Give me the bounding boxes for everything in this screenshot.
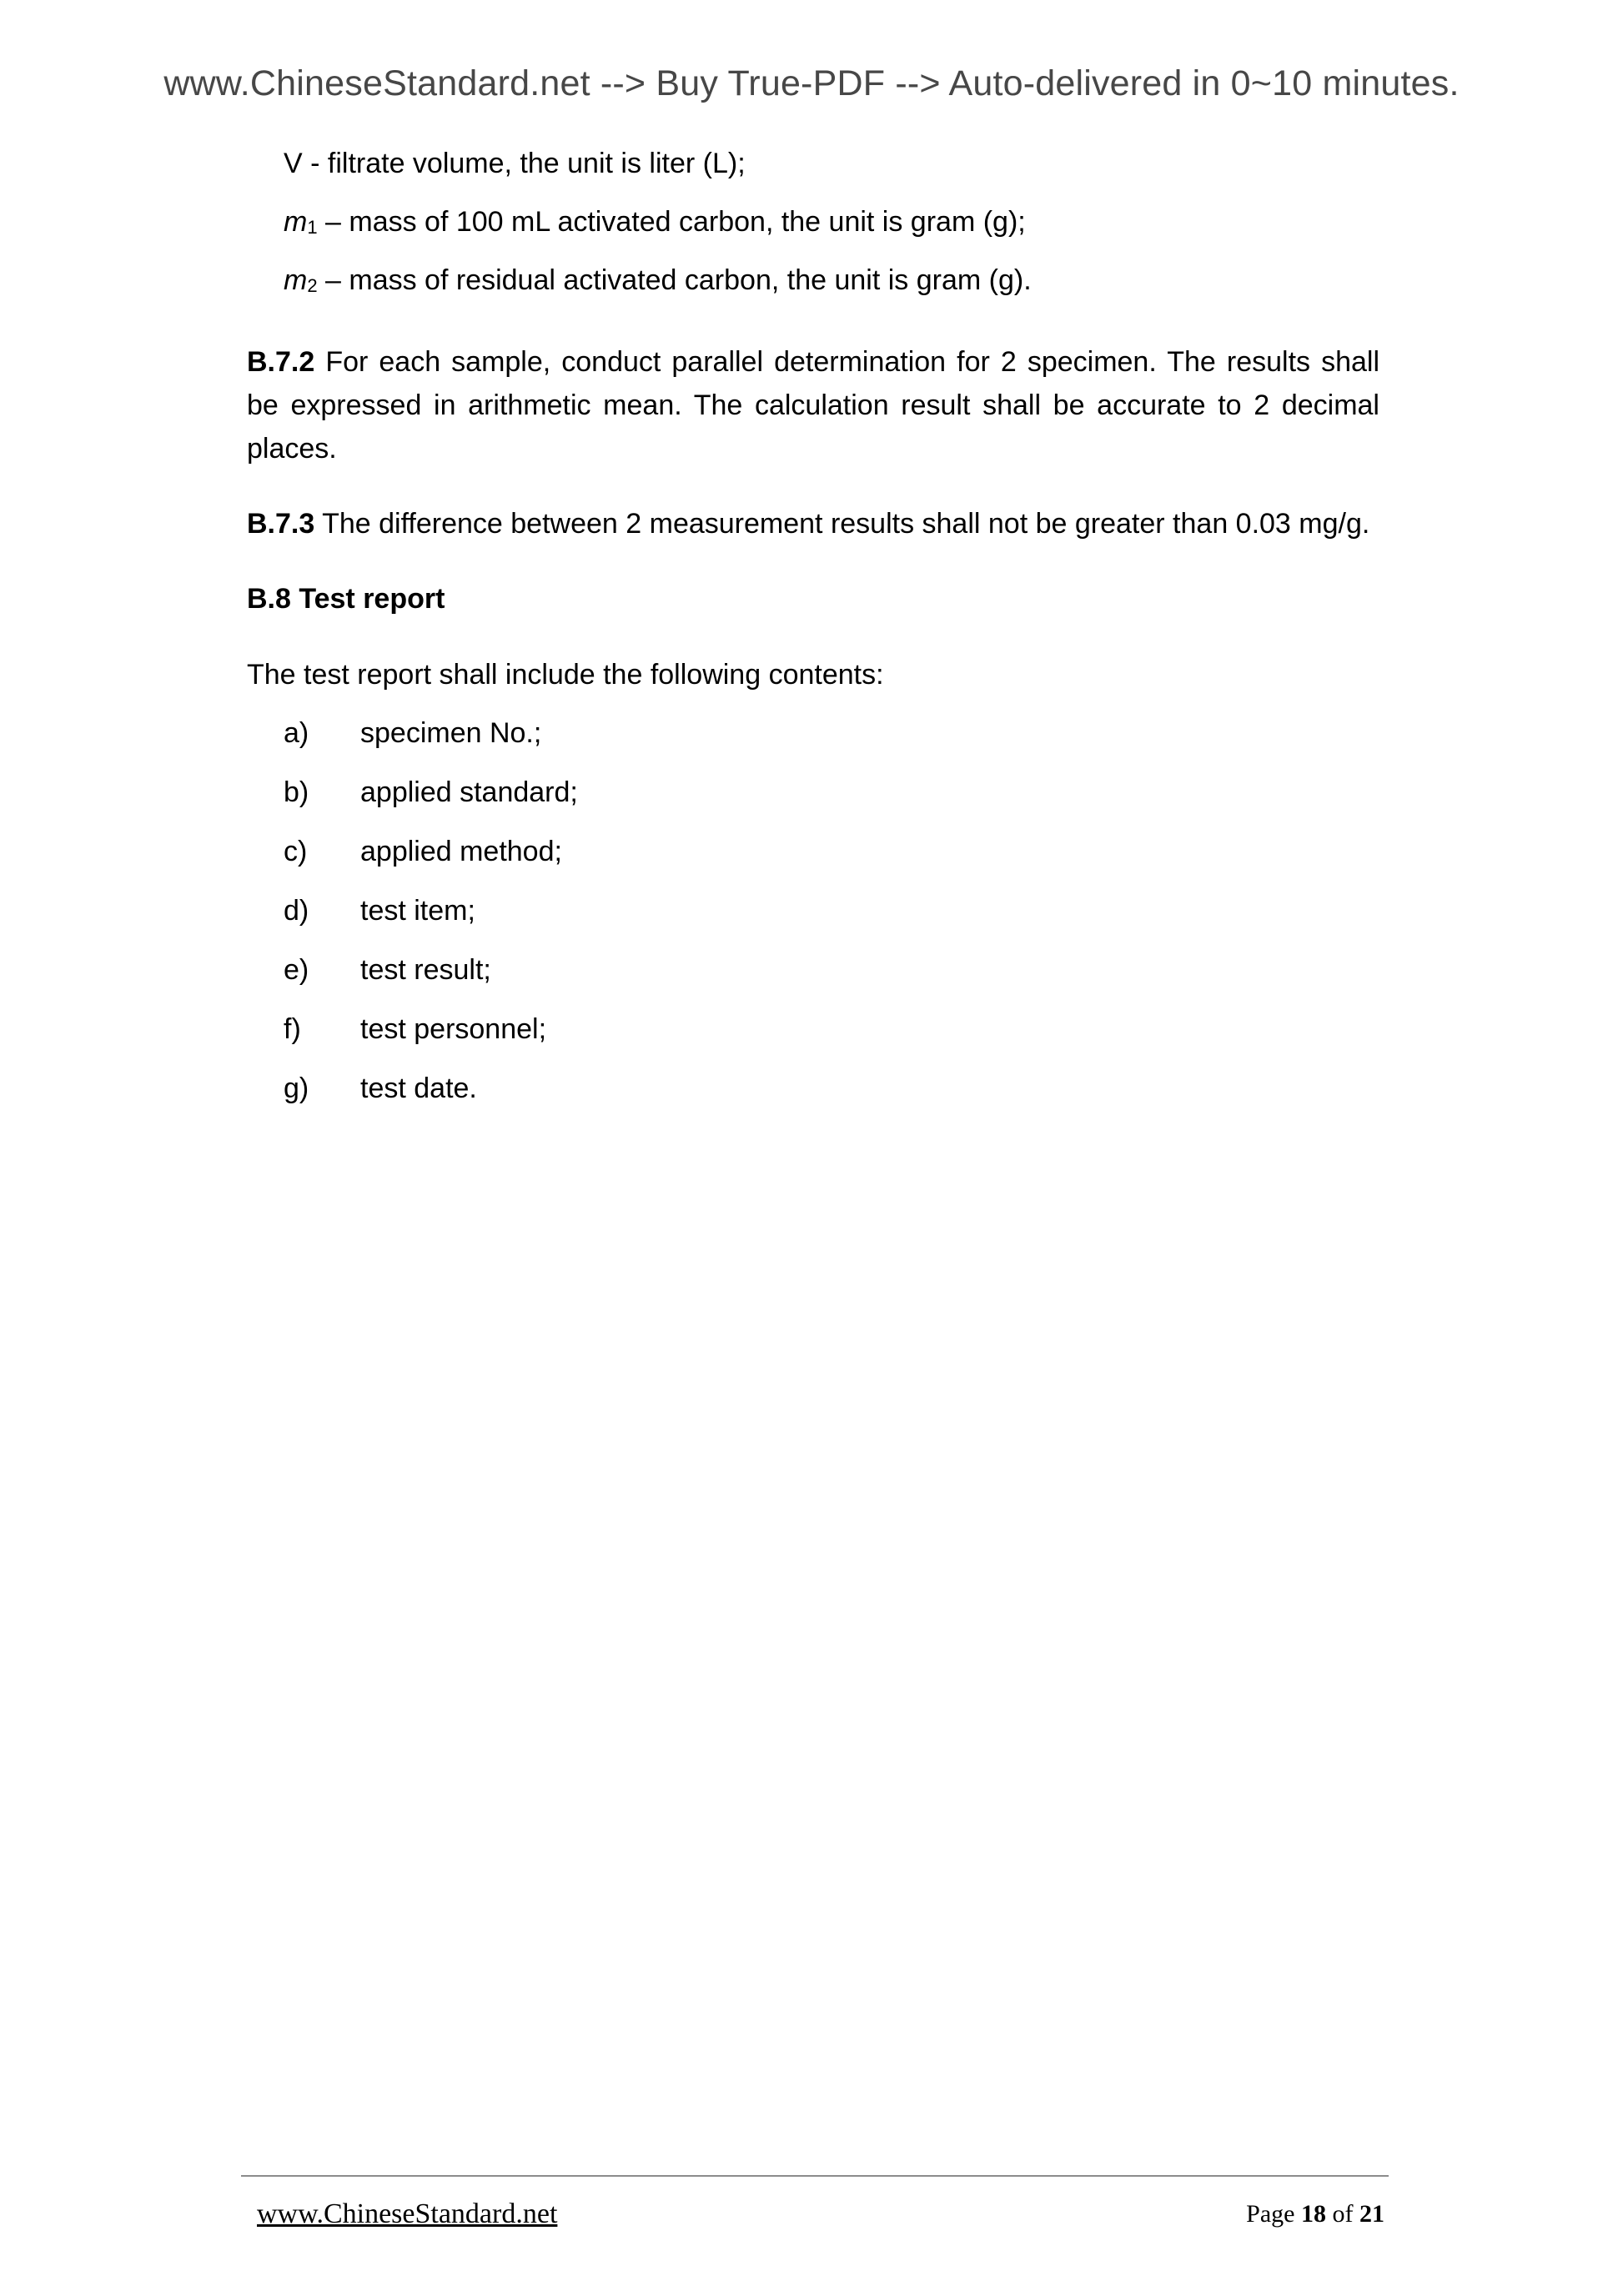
list-text: applied method; bbox=[360, 836, 562, 867]
clause-number: B.7.3 bbox=[247, 508, 315, 540]
definition-m2 bbox=[284, 259, 1032, 308]
list-text: applied standard; bbox=[360, 776, 578, 808]
page-total: 21 bbox=[1359, 2200, 1384, 2228]
clause-text: For each sample, conduct parallel determination for 2 specimen. The results shall be expressed in arithmetic mean. The calculation result shall be accurate to 2 decimal places. bbox=[247, 346, 1379, 465]
list-text: specimen No.; bbox=[360, 717, 542, 749]
list-item bbox=[284, 830, 562, 873]
list-text: test item; bbox=[360, 895, 475, 927]
clause-b72 bbox=[247, 340, 1379, 470]
list-marker: g) bbox=[284, 1073, 309, 1104]
subscript: 1 bbox=[307, 217, 318, 238]
symbol: m bbox=[284, 264, 308, 296]
list-item bbox=[284, 711, 541, 755]
clause-number: B.7.2 bbox=[247, 346, 315, 378]
list-item bbox=[284, 1007, 546, 1051]
list-marker: a) bbox=[284, 717, 309, 749]
list-item bbox=[284, 889, 475, 932]
promo-banner: www.ChineseStandard.net --> Buy True-PDF --> Auto-delivered in 0~10 minutes. bbox=[163, 63, 1460, 103]
list-marker: b) bbox=[284, 776, 309, 808]
list-marker: e) bbox=[284, 954, 309, 986]
symbol: m bbox=[284, 206, 308, 238]
list-marker: f) bbox=[284, 1013, 301, 1045]
clause-text: The difference between 2 measurement results shall not be greater than 0.03 mg/g. bbox=[314, 508, 1370, 540]
list-item bbox=[284, 948, 491, 992]
page-current: 18 bbox=[1301, 2200, 1326, 2228]
definition-m1 bbox=[284, 200, 1026, 249]
subscript: 2 bbox=[307, 275, 318, 296]
section-intro: The test report shall include the following contents: bbox=[247, 659, 884, 691]
page-number bbox=[1246, 2200, 1384, 2228]
footer-site-link[interactable]: www.ChineseStandard.net bbox=[257, 2198, 558, 2229]
list-item bbox=[284, 771, 578, 814]
list-marker: c) bbox=[284, 836, 308, 867]
list-marker: d) bbox=[284, 895, 309, 927]
list-item bbox=[284, 1067, 477, 1110]
clause-b73 bbox=[247, 502, 1369, 545]
page-of: of bbox=[1326, 2200, 1359, 2228]
list-text: test result; bbox=[360, 954, 491, 986]
footer-divider bbox=[241, 2175, 1389, 2177]
section-heading: B.8 Test report bbox=[247, 583, 445, 615]
definition-v bbox=[284, 142, 746, 185]
definition-text: – mass of residual activated carbon, the unit is gram (g). bbox=[317, 264, 1032, 296]
list-text: test date. bbox=[360, 1073, 477, 1104]
definition-text: - filtrate volume, the unit is liter (L); bbox=[302, 148, 746, 179]
definition-text: – mass of 100 mL activated carbon, the unit is gram (g); bbox=[317, 206, 1026, 238]
list-text: test personnel; bbox=[360, 1013, 547, 1045]
symbol: V bbox=[284, 148, 303, 179]
page-label: Page bbox=[1246, 2200, 1301, 2228]
